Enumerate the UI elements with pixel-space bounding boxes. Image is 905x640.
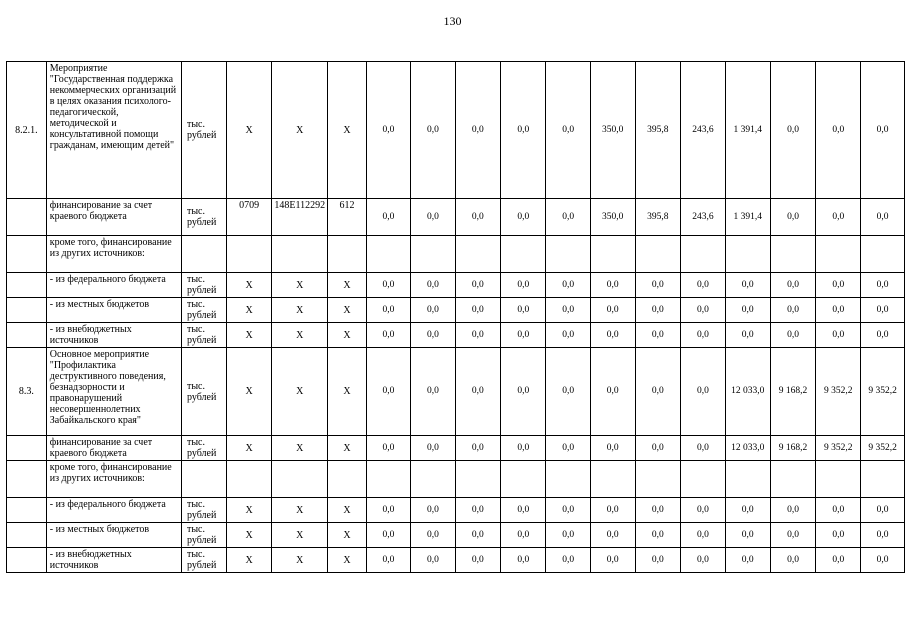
row-value — [635, 236, 681, 273]
row-value — [725, 461, 770, 498]
row-value: 0,0 — [501, 199, 546, 236]
row-code — [226, 461, 272, 498]
row-value: 0,0 — [635, 548, 681, 573]
row-code: X — [226, 548, 272, 573]
row-value: 0,0 — [590, 548, 635, 573]
row-name: кроме того, финансирование из других источников: — [46, 236, 181, 273]
row-value: 9 352,2 — [816, 348, 861, 436]
row-value: 12 033,0 — [725, 436, 770, 461]
row-value: 0,0 — [770, 199, 816, 236]
table-row — [7, 461, 905, 498]
row-number — [7, 199, 47, 236]
row-value: 0,0 — [455, 498, 500, 523]
row-value: 0,0 — [861, 273, 905, 298]
row-value — [546, 461, 590, 498]
row-value: 0,0 — [501, 348, 546, 436]
row-value: 0,0 — [861, 523, 905, 548]
row-code — [328, 236, 367, 273]
row-name: финансирование за счет краевого бюджета — [46, 199, 181, 236]
row-value: 0,0 — [681, 498, 726, 523]
row-value: 0,0 — [590, 523, 635, 548]
row-value: 0,0 — [546, 62, 590, 199]
row-value: 0,0 — [861, 298, 905, 323]
row-value: 9 352,2 — [861, 436, 905, 461]
row-code: 612 — [328, 199, 367, 236]
row-unit: тыс. рублей — [181, 273, 226, 298]
row-value: 0,0 — [411, 62, 455, 199]
row-value: 0,0 — [816, 523, 861, 548]
row-value: 0,0 — [635, 436, 681, 461]
row-value: 0,0 — [816, 548, 861, 573]
row-value: 0,0 — [590, 348, 635, 436]
row-value — [366, 461, 410, 498]
row-code: X — [328, 523, 367, 548]
row-number — [7, 436, 47, 461]
row-value: 243,6 — [681, 62, 726, 199]
row-code: X — [328, 348, 367, 436]
row-value — [635, 461, 681, 498]
row-code: X — [272, 548, 328, 573]
row-value: 0,0 — [455, 298, 500, 323]
row-code: X — [328, 323, 367, 348]
row-code: X — [226, 498, 272, 523]
row-number — [7, 323, 47, 348]
row-value: 0,0 — [861, 199, 905, 236]
row-unit: тыс. рублей — [181, 548, 226, 573]
row-value: 0,0 — [770, 298, 816, 323]
table-row — [7, 199, 905, 236]
row-number — [7, 298, 47, 323]
row-value: 0,0 — [455, 62, 500, 199]
row-value — [455, 236, 500, 273]
row-value: 0,0 — [546, 348, 590, 436]
row-value: 0,0 — [501, 323, 546, 348]
row-value: 0,0 — [366, 323, 410, 348]
row-value: 0,0 — [366, 62, 410, 199]
row-value: 0,0 — [411, 298, 455, 323]
row-value: 0,0 — [501, 273, 546, 298]
row-value: 0,0 — [455, 548, 500, 573]
row-value: 0,0 — [681, 436, 726, 461]
row-name: - из внебюджетных источников — [46, 548, 181, 573]
row-value: 0,0 — [816, 62, 861, 199]
row-number — [7, 273, 47, 298]
row-code: X — [272, 323, 328, 348]
row-value: 0,0 — [590, 436, 635, 461]
row-value: 0,0 — [816, 273, 861, 298]
row-value: 0,0 — [681, 323, 726, 348]
row-value: 0,0 — [546, 498, 590, 523]
row-value: 0,0 — [861, 62, 905, 199]
row-value — [770, 461, 816, 498]
table-row — [7, 498, 905, 523]
row-code: X — [226, 323, 272, 348]
row-name: - из местных бюджетов — [46, 298, 181, 323]
row-value: 0,0 — [455, 199, 500, 236]
row-value: 0,0 — [725, 273, 770, 298]
row-unit: тыс. рублей — [181, 498, 226, 523]
row-value: 0,0 — [546, 298, 590, 323]
row-value: 0,0 — [411, 348, 455, 436]
row-value: 243,6 — [681, 199, 726, 236]
row-value: 395,8 — [635, 62, 681, 199]
row-value: 0,0 — [635, 273, 681, 298]
row-value: 0,0 — [411, 498, 455, 523]
row-value: 9 168,2 — [770, 436, 816, 461]
row-value: 0,0 — [411, 436, 455, 461]
row-value — [501, 236, 546, 273]
row-value: 0,0 — [725, 498, 770, 523]
row-value: 0,0 — [635, 498, 681, 523]
row-value: 0,0 — [725, 523, 770, 548]
table-row — [7, 323, 905, 348]
table-row — [7, 348, 905, 436]
row-value: 0,0 — [411, 323, 455, 348]
row-code: X — [272, 62, 328, 199]
row-value — [411, 236, 455, 273]
table-row — [7, 273, 905, 298]
table-row — [7, 62, 905, 199]
row-code: X — [272, 298, 328, 323]
row-value: 0,0 — [590, 323, 635, 348]
row-code: X — [226, 62, 272, 199]
row-unit: тыс. рублей — [181, 298, 226, 323]
row-value: 0,0 — [681, 548, 726, 573]
row-name: - из местных бюджетов — [46, 523, 181, 548]
row-value: 0,0 — [455, 273, 500, 298]
row-value: 0,0 — [590, 273, 635, 298]
row-value: 0,0 — [546, 548, 590, 573]
row-name: финансирование за счет краевого бюджета — [46, 436, 181, 461]
row-value: 0,0 — [770, 273, 816, 298]
row-value: 1 391,4 — [725, 62, 770, 199]
row-value: 0,0 — [501, 62, 546, 199]
row-unit: тыс. рублей — [181, 323, 226, 348]
row-name: - из федерального бюджета — [46, 273, 181, 298]
row-value: 1 391,4 — [725, 199, 770, 236]
row-value: 0,0 — [770, 62, 816, 199]
row-name: Основное мероприятие "Профилактика деструктивного поведения, безнадзорности и правонарушений несовершеннолетних Забайкальского края" — [46, 348, 181, 436]
row-value: 9 352,2 — [816, 436, 861, 461]
row-value: 0,0 — [366, 548, 410, 573]
row-code — [226, 236, 272, 273]
row-code: X — [272, 273, 328, 298]
row-code: X — [272, 436, 328, 461]
row-value: 0,0 — [635, 523, 681, 548]
row-value: 395,8 — [635, 199, 681, 236]
row-code — [272, 461, 328, 498]
row-value: 0,0 — [861, 548, 905, 573]
row-value: 0,0 — [546, 273, 590, 298]
row-value: 12 033,0 — [725, 348, 770, 436]
page-number: 130 — [443, 14, 462, 28]
row-code — [328, 461, 367, 498]
row-value — [816, 461, 861, 498]
row-code: X — [328, 548, 367, 573]
table-row — [7, 298, 905, 323]
row-value — [366, 236, 410, 273]
row-value: 0,0 — [635, 348, 681, 436]
row-value: 0,0 — [546, 523, 590, 548]
row-value — [725, 236, 770, 273]
row-value — [861, 236, 905, 273]
row-value — [590, 236, 635, 273]
row-number — [7, 236, 47, 273]
row-value — [546, 236, 590, 273]
row-value: 0,0 — [725, 298, 770, 323]
row-number — [7, 461, 47, 498]
row-value — [411, 461, 455, 498]
row-value — [681, 461, 726, 498]
row-number — [7, 498, 47, 523]
row-number — [7, 548, 47, 573]
row-code: 0709 — [226, 199, 272, 236]
row-value: 350,0 — [590, 199, 635, 236]
row-value — [770, 236, 816, 273]
row-value: 0,0 — [501, 436, 546, 461]
row-value: 0,0 — [411, 523, 455, 548]
row-value — [455, 461, 500, 498]
row-value: 0,0 — [816, 199, 861, 236]
row-unit — [181, 236, 226, 273]
row-value: 0,0 — [455, 323, 500, 348]
row-value: 0,0 — [861, 323, 905, 348]
row-number — [7, 523, 47, 548]
row-value: 0,0 — [681, 298, 726, 323]
row-value: 0,0 — [366, 436, 410, 461]
row-code: X — [328, 436, 367, 461]
row-value — [590, 461, 635, 498]
budget-table — [6, 61, 905, 573]
row-value — [861, 461, 905, 498]
row-value — [501, 461, 546, 498]
row-value: 0,0 — [546, 436, 590, 461]
row-value — [681, 236, 726, 273]
row-value: 0,0 — [546, 323, 590, 348]
row-code: X — [226, 298, 272, 323]
row-value: 0,0 — [455, 436, 500, 461]
row-value: 0,0 — [366, 348, 410, 436]
table-row — [7, 436, 905, 461]
row-name: Мероприятие "Государственная поддержка некоммерческих организаций в целях оказания психолого-педагогической, методической и консультативной помощи гражданам, имеющим детей" — [46, 62, 181, 199]
row-code: X — [328, 498, 367, 523]
row-code: X — [328, 62, 367, 199]
row-value: 0,0 — [635, 298, 681, 323]
row-number: 8.2.1. — [7, 62, 47, 199]
table-row — [7, 523, 905, 548]
row-value: 0,0 — [590, 298, 635, 323]
row-value: 0,0 — [725, 323, 770, 348]
row-value: 9 168,2 — [770, 348, 816, 436]
row-value: 9 352,2 — [861, 348, 905, 436]
row-value: 0,0 — [411, 273, 455, 298]
row-unit: тыс. рублей — [181, 199, 226, 236]
row-code: X — [328, 273, 367, 298]
row-value: 0,0 — [816, 498, 861, 523]
row-name: - из федерального бюджета — [46, 498, 181, 523]
row-value: 0,0 — [681, 273, 726, 298]
row-value: 0,0 — [590, 498, 635, 523]
table-row — [7, 548, 905, 573]
row-value: 0,0 — [770, 498, 816, 523]
row-value: 0,0 — [366, 523, 410, 548]
row-value: 0,0 — [770, 523, 816, 548]
row-value — [816, 236, 861, 273]
row-value: 0,0 — [770, 548, 816, 573]
row-value: 0,0 — [411, 199, 455, 236]
row-unit — [181, 461, 226, 498]
row-value: 0,0 — [501, 498, 546, 523]
row-value: 0,0 — [725, 548, 770, 573]
row-value: 0,0 — [861, 498, 905, 523]
row-code: X — [226, 348, 272, 436]
row-value: 0,0 — [816, 323, 861, 348]
row-value: 0,0 — [681, 348, 726, 436]
row-value: 0,0 — [366, 498, 410, 523]
row-unit: тыс. рублей — [181, 436, 226, 461]
row-code — [272, 236, 328, 273]
row-code: X — [272, 348, 328, 436]
row-value: 0,0 — [546, 199, 590, 236]
row-value: 0,0 — [455, 348, 500, 436]
row-value: 0,0 — [366, 199, 410, 236]
row-value: 0,0 — [501, 523, 546, 548]
row-value: 0,0 — [455, 523, 500, 548]
row-unit: тыс. рублей — [181, 348, 226, 436]
row-value: 0,0 — [681, 523, 726, 548]
row-code: X — [226, 273, 272, 298]
row-name: кроме того, финансирование из других источников: — [46, 461, 181, 498]
row-value: 0,0 — [501, 298, 546, 323]
row-value: 0,0 — [816, 298, 861, 323]
row-value: 0,0 — [366, 298, 410, 323]
row-value: 0,0 — [635, 323, 681, 348]
row-value: 0,0 — [366, 273, 410, 298]
row-value: 0,0 — [770, 323, 816, 348]
table-row — [7, 236, 905, 273]
row-unit: тыс. рублей — [181, 523, 226, 548]
row-code: X — [226, 436, 272, 461]
row-number: 8.3. — [7, 348, 47, 436]
row-code: X — [272, 523, 328, 548]
row-value: 350,0 — [590, 62, 635, 199]
row-value: 0,0 — [411, 548, 455, 573]
row-code: 148Е112292 — [272, 199, 328, 236]
row-name: - из внебюджетных источников — [46, 323, 181, 348]
row-unit: тыс. рублей — [181, 62, 226, 199]
row-code: X — [272, 498, 328, 523]
row-value: 0,0 — [501, 548, 546, 573]
row-code: X — [226, 523, 272, 548]
row-code: X — [328, 298, 367, 323]
